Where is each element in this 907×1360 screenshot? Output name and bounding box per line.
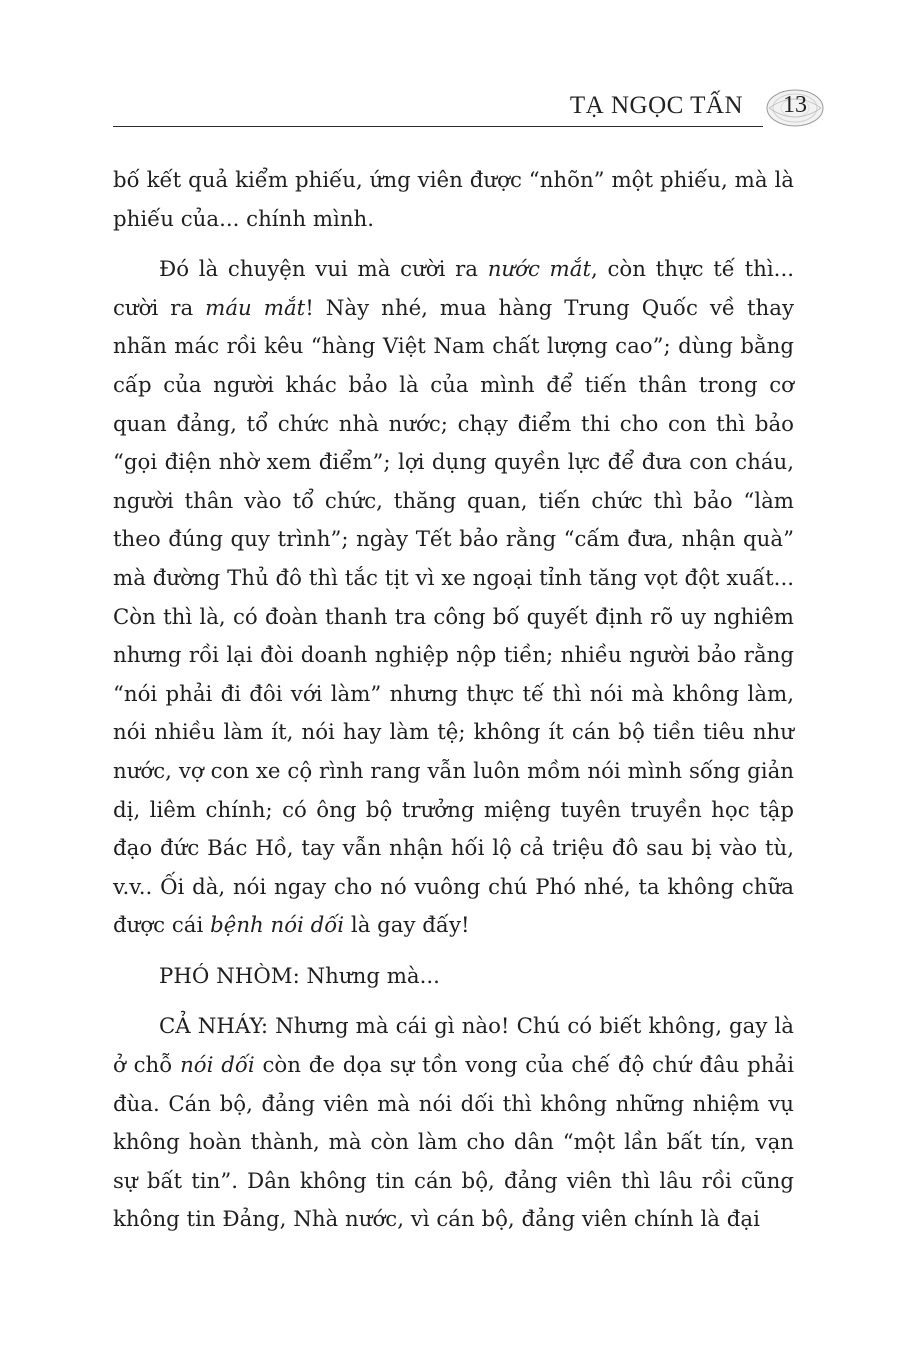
- page-number: 13: [783, 92, 807, 118]
- text-run: bố kết quả kiểm phiếu, ứng viên được “nhõn” một phiếu, mà là phiếu của... chính mình.: [113, 168, 794, 232]
- page-header: [113, 82, 827, 130]
- italic-phrase: nước mắt: [487, 257, 592, 283]
- italic-phrase: máu mắt: [205, 295, 306, 321]
- body-text: [113, 162, 794, 1252]
- paragraph: [113, 251, 794, 946]
- running-title: TẠ NGỌC TẤN: [569, 92, 743, 119]
- text-run: CẢ NHÁY: Nhưng mà cái gì nào! Chú có biết không, gay là ở chỗ: [113, 1014, 794, 1079]
- italic-phrase: nói dối: [180, 1053, 255, 1079]
- text-run: PHÓ NHÒM: Nhưng mà...: [159, 963, 440, 989]
- page-number-badge: [765, 88, 825, 128]
- text-run: Đó là chuyện vui mà cười ra: [159, 257, 488, 283]
- paragraph: [113, 958, 794, 997]
- italic-phrase: bệnh nói dối: [210, 913, 345, 939]
- text-run: , còn thực tế thì... cười ra: [113, 257, 794, 321]
- header-rule: [113, 126, 763, 127]
- paragraph: [113, 162, 794, 239]
- text-run: còn đe dọa sự tồn vong của chế độ chứ đâu phải đùa. Cán bộ, đảng viên mà nói dối thì không những nhiệm vụ không hoàn thành, mà còn làm cho dân “một lần bất tín, vạn sự bất tin”. Dân không tin cán bộ, đảng viên thì lâu rồi cũng không tin Đảng, Nhà nước, vì cán bộ, đảng viên chính là đại: [113, 1053, 794, 1233]
- text-run: là gay đấy!: [344, 913, 470, 939]
- paragraph: [113, 1008, 794, 1240]
- text-run: ! Này nhé, mua hàng Trung Quốc về thay nhãn mác rồi kêu “hàng Việt Nam chất lượng cao”; dùng bằng cấp của người khác bảo là của mình để tiến thân trong cơ quan đảng, tổ chức nhà nước; chạy điểm thi cho con thì bảo “gọi điện nhờ xem điểm”; lợi dụng quyền lực để đưa con cháu, người thân vào tổ chức, thăng quan, tiến chức thì bảo “làm theo đúng quy trình”; ngày Tết bảo rằng “cấm đưa, nhận quà” mà đường Thủ đô thì tắc tịt vì xe ngoại tỉnh tăng vọt đột xuất... Còn thì là, có đoàn thanh tra công bố quyết định rõ uy nghiêm nhưng rồi lại đòi doanh nghiệp nộp tiền; nhiều người bảo rằng “nói phải đi đôi với làm” nhưng thực tế thì nói mà không làm, nói nhiều làm ít, nói hay làm tệ; không ít cán bộ tiền tiêu như nước, vợ con xe cộ rình rang vẫn luôn mồm nói mình sống giản dị, liêm chính; có ông bộ trưởng miệng tuyên truyền học tập đạo đức Bác Hồ, tay vẫn nhận hối lộ cả triệu đô sau bị vào tù, v.v.. Ối dà, nói ngay cho nó vuông chú Phó nhé, ta không chữa được cái: [113, 295, 795, 939]
